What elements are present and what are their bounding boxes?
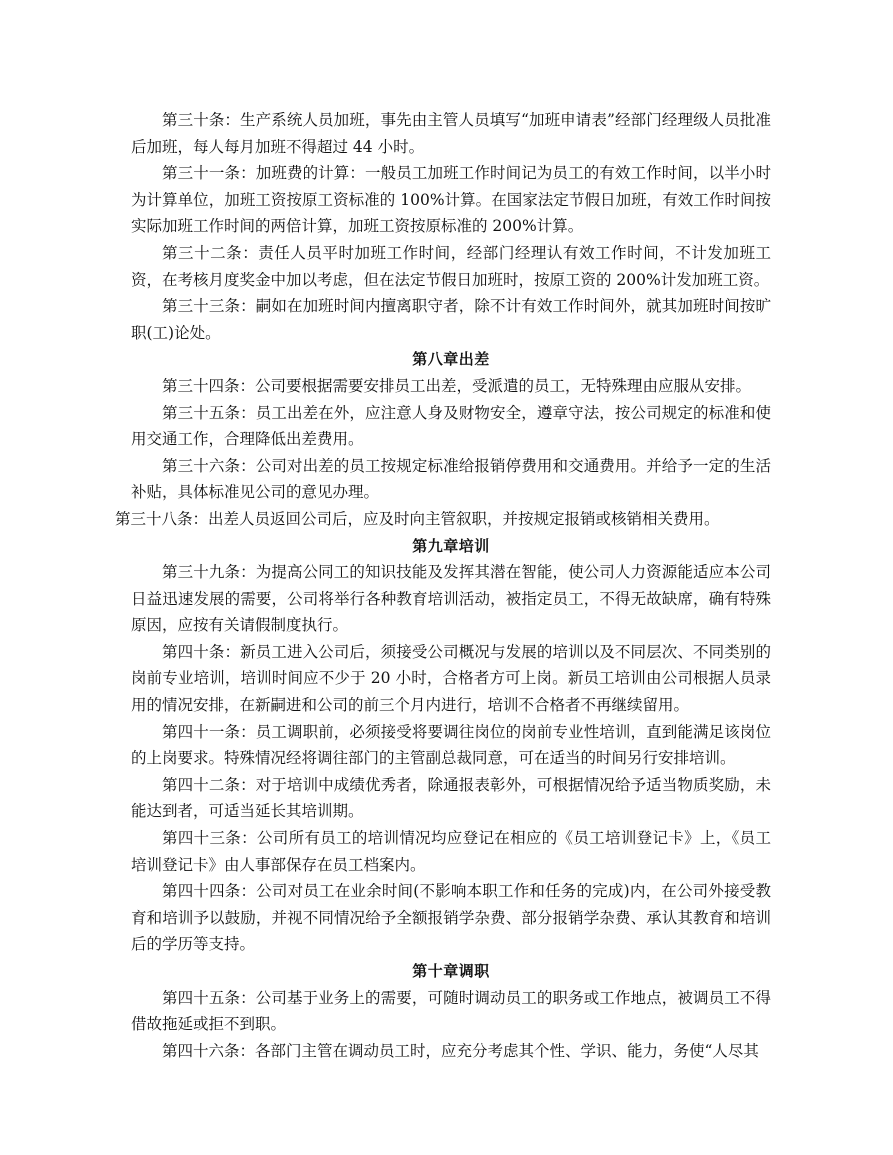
document-page <box>115 107 771 1064</box>
article-40: 第四十条：新员工进入公司后，须接受公司概况与发展的培训以及不同层次、不同类别的岗前专业培训，培训时间应不少于 20 小时，合格者方可上岗。新员工培训由公司根据人员录用的情况安排，在新嗣进和公司的前三个月内进行，培训不合格者不再继续留用。 <box>131 642 771 715</box>
article-31: 第三十一条：加班费的计算：一般员工加班工作时间记为员工的有效工作时间，以半小时为计算单位，加班工资按原工资标准的 100%计算。在国家法定节假日加班，有效工作时间按实际加班工作时间的两倍计算，加班工资按原标准的 200%计算。 <box>131 164 771 236</box>
article-41: 第四十一条：员工调职前，必须接受将要调往岗位的岗前专业性培训，直到能满足该岗位的上岗要求。特殊情况经将调往部门的主管副总裁同意，可在适当的时间另行安排培训。 <box>131 722 771 768</box>
article-30: 第三十条：生产系统人员加班，事先由主管人员填写“加班申请表”经部门经理级人员批准后加班，每人每月加班不得超过 44 小时。 <box>131 111 771 156</box>
article-44: 第四十四条：公司对员工在业余时间(不影响本职工作和任务的完成)内，在公司外接受教育和培训予以鼓励，并视不同情况给予全额报销学杂费、部分报销学杂费、承认其教育和培训后的学历等支持。 <box>131 882 771 954</box>
chapter-8-heading: 第八章出差 <box>412 350 490 369</box>
article-38: 第三十八条：出差人员返回公司后，应及时向主管叙职，并按规定报销或核销相关费用。 <box>115 509 720 528</box>
article-45: 第四十五条：公司基于业务上的需要，可随时调动员工的职务或工作地点，被调员工不得借故拖延或拒不到职。 <box>131 988 771 1034</box>
article-32: 第三十二条：责任人员平时加班工作时间，经部门经理认有效工作时间，不计发加班工资，在考核月度奖金中加以考虑，但在法定节假日加班时，按原工资的 200%计发加班工资。 <box>131 243 771 289</box>
article-35: 第三十五条：员工出差在外，应注意人身及财物安全，遵章守法，按公司规定的标准和使用交通工作，合理降低出差费用。 <box>131 403 771 449</box>
article-46: 第四十六条：各部门主管在调动员工时，应充分考虑其个性、学识、能力，务使“人尽其 <box>162 1041 759 1060</box>
article-34: 第三十四条：公司要根据需要安排员工出差，受派遣的员工，无特殊理由应服从安排。 <box>162 376 752 395</box>
article-42: 第四十二条：对于培训中成绩优秀者，除通报表彰外，可根据情况给予适当物质奖励，未能达到者，可适当延长其培训期。 <box>131 775 771 821</box>
chapter-10-heading: 第十章调职 <box>412 962 490 980</box>
chapter-9-heading: 第九章培训 <box>412 536 490 555</box>
article-43: 第四十三条：公司所有员工的培训情况均应登记在相应的《员工培训登记卡》上，《员工培训登记卡》由人事部保存在员工档案内。 <box>131 829 771 874</box>
article-36: 第三十六条：公司对出差的员工按规定标准给报销停费用和交通费用。并给予一定的生活补贴，具体标准见公司的意见办理。 <box>131 456 771 502</box>
article-39: 第三十九条：为提高公同工的知识技能及发挥其潜在智能，使公司人力资源能适应本公司日益迅速发展的需要，公司将举行各种教育培训活动，被指定员工，不得无故缺席，确有特殊原因，应按有关请假制度执行。 <box>131 563 771 635</box>
article-33: 第三十三条：嗣如在加班时间内擅离职守者，除不计有效工作时间外，就其加班时间按旷职(工)论处。 <box>131 297 771 342</box>
